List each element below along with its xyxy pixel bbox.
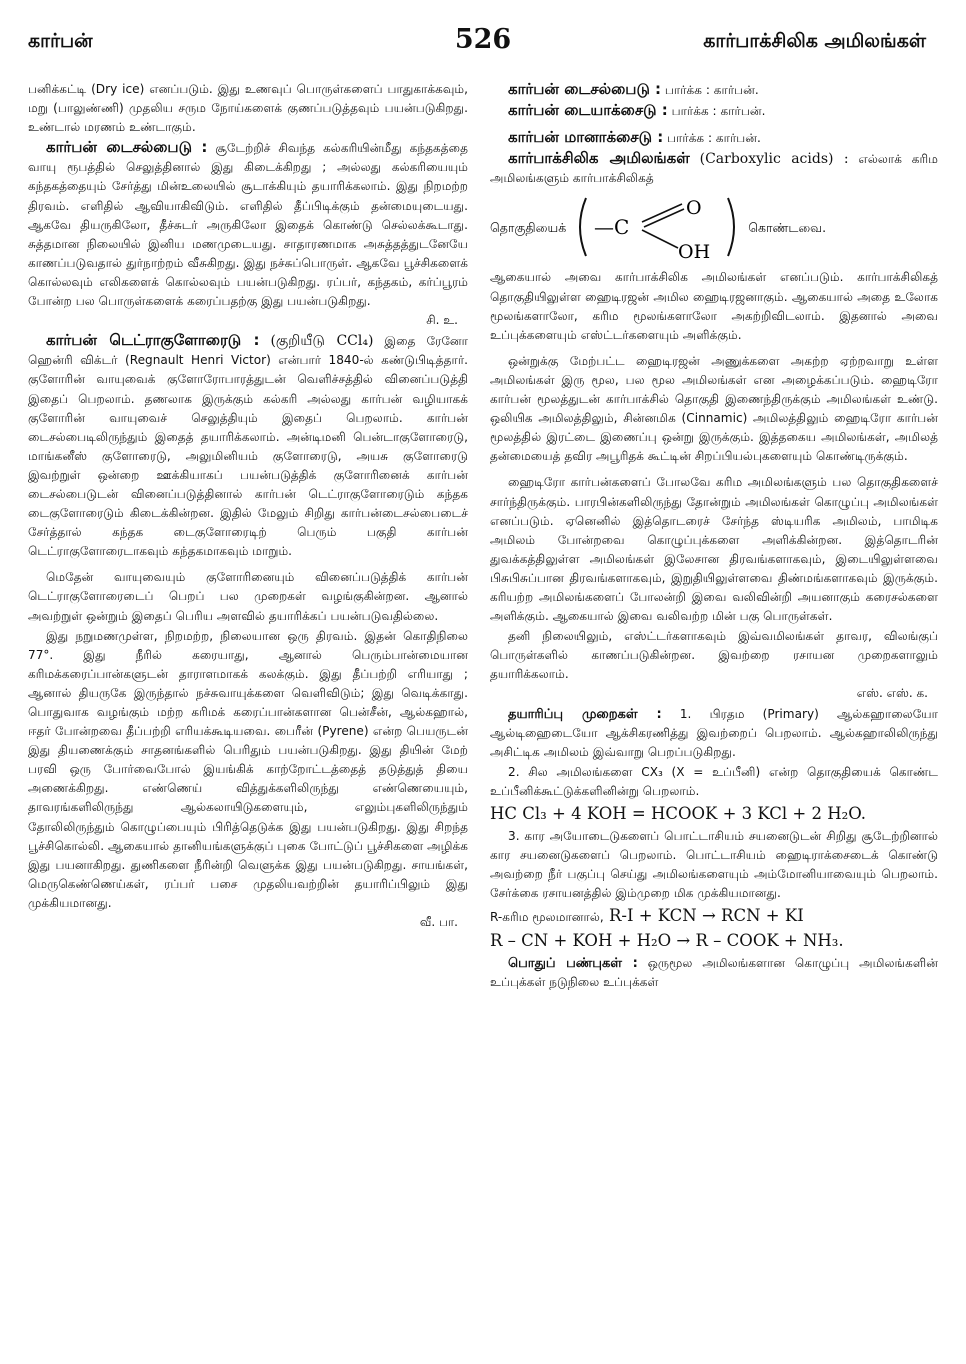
right-parenthesis — [728, 198, 734, 256]
paragraph — [28, 627, 468, 933]
section-heading: தயாரிப்பு முறைகள் : — [508, 706, 662, 722]
paragraph-body: தனி நிலையிலும், எஸ்ட்டர்களாகவும் இவ்வமிலங்கள் தாவர, விலங்குப் பொருள்களில் காணப்படுகின்றன. இவற்றை ரசாயன முறைகளாலும் தயாரிக்கலாம். — [490, 629, 938, 682]
general-properties — [490, 954, 938, 992]
running-header — [0, 24, 966, 64]
header-left-title: கார்பன் — [28, 30, 93, 52]
paragraph: மெதேன் வாயுவையும் குளோரினையும் வினைப்படுத்திக் கார்பன் டெட்ராகுளோரைடைப் பெறப் பல முறைகள் வழங்குகின்றன. ஆனால் அவற்றுள் ஒன்றும் இதைப் பெரிய அளவில் தயாரிக்கப் பயன்படுவதில்லை. — [28, 570, 468, 623]
method-2: 2. சில அமிலங்களை CX₃ (X = உப்பீனி) என்ற தொகுதியைக் கொண்ட உப்பீனிக்கூட்டுக்களினின்று பெறலாம். — [490, 764, 938, 798]
equation-cyanide: R-I + KCN → RCN + KI — [608, 906, 804, 926]
left-column — [28, 80, 468, 1350]
entry-body: சூடேற்றிச் சிவந்த கல்கரியின்மீது கந்தகத்தை வாயு ரூபத்தில் செலுத்தினால் இது கிடைக்கிறது ; அல்லது கல்கரியையும் கந்தகத்தையும் சேர்த்து மின்உலையில் சூடாக்கியும் தயாரிக்கலாம். இது நிறமற்ற திரவம். எளிதில் ஆவியாகிவிடும். எளிதில் தீப்பிடிக்கும் தன்மையுடையது. ஆகவே தியருகிலோ, தீச்சுடர் அருகிலோ இதைக் கொண்டு செல்லக்கூடாது. சுத்தமான நிலையில் இனிய மணமுடையது. சாதாரணமாக அசுத்தத்துடனேயே காணப்படுவதால் துர்நாற்றம் வீசுகிறது. இது நச்சுப்பொருள். ஆகவே பூச்சிகளைக் கொல்லவும் எலிகளைக் கொல்லவும் பயன்படுகிறது. ரப்பர், கந்தகம், கர்ப்பூரம் போன்ற பல பொருள்களைக் கரைப்பதற்கு இது பயன்படுகிறது. — [28, 141, 468, 309]
paragraph: ஹைடிரோ கார்பன்களைப் போலவே கரிம அமிலங்களும் பல தொகுதிகளைச் சார்ந்திருக்கும். பாரபின்களிலிருந்து தோன்றும் அமிலங்கள் கொழுப்பு அமிலங்கள் எனப்படும். ஏனெனில் இத்தொடரைச் சேர்ந்த ஸ்டியரிக அமிலம், பாமிடிக அமிலம் போன்றவை கொழுப்புக்களை அளிக்கின்றன. இத்தொடரின் துவக்கத்திலுள்ள அமிலங்கள் இலேசான திரவங்களாகவும், இடையிலுள்ளவை பிசுபிசுப்பான திரவங்களாகவும், இறுதியிலுள்ளவை திண்மங்களாகவும் இருக்கும். கரியற்ற அமிலங்களைப் போலன்றி இவை வலிவின்றி அயனாகும் கரைசல்களை அளிக்கும். ஆகையால் இவை வலிவற்ற மின் பகு பொருள்கள். — [490, 475, 938, 624]
page-number: 526 — [454, 24, 512, 55]
author-signature: சி. உ. — [426, 313, 458, 328]
latin-name: (Carboxylic acids) : — [699, 151, 849, 168]
section-heading: பொதுப் பண்புகள் : — [508, 956, 638, 972]
paragraph-body: இது நறுமணமுள்ள, நிறமற்ற, நிலையான ஒரு திரவம். இதன் கொதிநிலை 77°. இது நீரில் கரையாது, ஆனால் பெரும்பான்மையான கரிமக்கரைப்பான்களுடன் தாராளமாகக் கலக்கும். இது தீப்பற்றி எரியாது ; ஆனால் தியருகே இருந்தால் நச்சுவாயுக்களை வெளிவிடும்; இது வெடிக்காது. பொதுவாக வழங்கும் மற்ற கரிமக் கரைப்பான்களான பென்சீன், ஆல்கஹால், ஈதர் போன்றவை தீப்பற்றி எரியக்கூடியவை. பைரீன் (Pyrene) என்ற பெயருடன் இது தியணைக்கும் சாதனங்களில் பெரிதும் பயன்படுகிறது. இது தியின் மேற் பரவி ஒரு போர்வைபோல் இயங்கிக் காற்றோட்டத்தைத் தடுத்துத் தியை அணைக்கிறது. எண்ணெய் வித்துக்களிலிருந்து எண்ணெயையும், தாவரங்களிலிருந்து ஆல்கலாயிடுகளையும், எலும்புகளிலிருந்தும் தோலிலிருந்தும் கொழுப்பையும் பிரித்தெடுக்க இது பயன்படுகிறது. இது சிறந்த பூச்சிகொல்லி. ஆகையால் தானியங்களுக்குப் புகை போட்டுப் பூச்சிகளை அழிக்க இது பயனாகிறது. துணிகளை நீரின்றி வெளுக்க இது பயன்படுகிறது. சாயங்கள், மெருகெண்ணெய்கள், ரப்பர் பசை முதலியவற்றின் தயாரிப்பிலும் இது முக்கியமானது. — [28, 628, 468, 910]
entry-carboxylic-acids — [490, 149, 938, 188]
single-bond — [642, 230, 678, 248]
equation-line — [490, 905, 938, 928]
xref-text: பார்க்க : கார்பன். — [671, 104, 766, 119]
entry-body: எல்லாக் கரிம அமிலங்களும் கார்பாக்சிலிகத் — [490, 152, 938, 186]
preparation-methods — [490, 705, 938, 762]
structure-suffix-text: கொண்டவை. — [748, 219, 827, 235]
carboxyl-group-diagram — [572, 192, 742, 262]
carboxyl-structure-line — [490, 192, 938, 262]
entry-heading: கார்பன் டைசல்பைடு : — [46, 138, 208, 157]
author-signature: எஸ். எஸ். க. — [856, 686, 928, 701]
paragraph: ஒன்றுக்கு மேற்பட்ட ஹைடிரஜன் அணுக்களை அகற்ற ஏற்றவாறு உள்ள அமிலங்கள் இரு மூல, பல மூல அமிலங்கள் என அழைக்கப்படும். ஹைடிரோ கார்பன் மூலத்துடன் கார்பாக்சில் தொகுதி இணைந்திருக்கும் அமிலங்கள் உண்டு. ஒலியிக அமிலத்திலும், சின்னமிக (Cinnamic) அமிலத்திலும் ஹைடிரோ கார்பன் மூலத்தில் இரட்டை இணைப்பு ஒன்று இருக்கும். இத்தகைய அமிலங்கள், அமிலத் தன்மையைத் தவிர அபூரிதக் கூட்டின் சிறப்பியல்புகளையும் கொண்டிருக்கும். — [490, 353, 938, 464]
cross-reference — [490, 101, 938, 121]
paragraph: பனிக்கட்டி (Dry ice) எனப்படும். இது உணவுப் பொருள்களைப் பாதுகாக்கவும், மறு (பாலுண்ணி) முதலிய சரும நோய்களைக் குணப்படுத்தவும் பயன்படுகிறது. உண்டால் மரணம் உண்டாகும். — [28, 82, 468, 135]
entry-heading: கார்பன் டெட்ராகுளோரைடு : — [46, 331, 260, 350]
chemical-formula: (குறியீடு CCl₄) — [270, 333, 374, 350]
entry-body: இதை ரேனோ ஹென்ரி விக்டர் (Regnault Henri Victor) என்பார் 1840-ல் கண்டுபிடித்தார். குளோரின் வாயுவைக் குளோரோபாரத்துடன் வெளிச்சத்தில் வினைப்படுத்தி இதைப் பெறலாம். தணலாக இருக்கும் கல்கரி அல்லது கார்பன் வழியாகக் குளோரின் வாயுவைச் செலுத்தியும் இதைப் பெறலாம். கார்பன் டைசல்பைடிலிருந்தும் இதைத் தயாரிக்கலாம். அன்டிமனி பென்டாகுளோரைடு, மாங்கனீஸ் குளோரைடு, அலுமினியம் குளோரைடு, அயசு குளோரைடு இவற்றுள் ஒன்றை ஊக்கியாகப் பயன்படுத்திக் குளோரினைக் கார்பன் டைசல்பைடுடன் வினைப்படுத்தினால் கார்பன் டெட்ராகுளோரைடும் கந்தக டைகுளோரைடும் கிடைக்கின்றன. இதில் மேலும் சிறிது கார்பன்டைசல்பைடைச் சேர்த்தால் கந்தக டைகுளோரைடிற் பெரும் பகுதி கார்பன் டெட்ராகுளோரைடாகவும் கந்தகமாகவும் மாறும். — [28, 334, 468, 559]
equation-chloroform: HC Cl₃ + 4 KOH = HCOOK + 3 KCl + 2 H₂O. — [490, 804, 867, 823]
entry-heading: கார்பன் டைசல்பைடு : — [508, 80, 662, 98]
entry-heading: கார்பாக்சிலிக அமிலங்கள் — [508, 149, 690, 168]
xref-text: பார்க்க : கார்பன். — [667, 131, 761, 146]
left-parenthesis — [580, 198, 586, 256]
hydroxyl-label: OH — [678, 241, 711, 263]
header-right-title: கார்பாக்சிலிக அமிலங்கள் — [703, 30, 926, 52]
paragraph: ஆகையால் அவை கார்பாக்சிலிக அமிலங்கள் எனப்படும். கார்பாக்சிலிகத் தொகுதியிலுள்ள ஹைடிரஜன் அமில ஹைடிரஜனாகும். ஆகையால் அதை உலோக மூலங்களாலோ, கரிம மூலங்களாலோ அகற்றிவிடலாம். இதனால் அவை உப்புக்களையும் எஸ்ட்டர்களையும் அளிக்கும். — [490, 270, 938, 342]
section-body: ஒருமூல அமிலங்களான கொழுப்பு அமிலங்களின் உப்புக்கள் நடுநிலை உப்புக்கள் — [490, 956, 938, 990]
equation-hydrolysis: R – CN + KOH + H₂O → R – COOK + NH₃. — [490, 931, 844, 951]
right-column — [490, 80, 938, 1350]
entry-heading: கார்பன் டையாக்சைடு : — [508, 101, 668, 120]
equation-prefix: R-கரிம மூலமானால், — [490, 910, 604, 925]
oxygen-label: O — [686, 197, 702, 220]
entry-heading: கார்பன் மானாக்சைடு : — [508, 128, 664, 147]
entry-carbon-tetrachloride — [28, 331, 468, 561]
cross-reference — [490, 80, 938, 100]
paragraph — [490, 627, 938, 703]
carbon-label: —C — [594, 215, 630, 240]
structure-prefix-text: தொகுதியைக் — [490, 219, 567, 235]
method-1: 1. பிரதம (Primary) ஆல்கஹாலையோ ஆல்டிஹைடையோ ஆக்சிகரணித்து இவற்றைப் பெறலாம். ஆல்கஹாலிலிருந்து அசிட்டிக அமிலம் இவ்வாறு பெறப்படுகிறது. — [490, 706, 938, 759]
xref-text: பார்க்க : கார்பன். — [664, 83, 759, 97]
cross-reference — [490, 128, 938, 148]
method-3: 3. கார அயோடைடுகளைப் பொட்டாசியம் சயனைடுடன் சிறிது சூடேற்றினால் கார சயனைடுகளைப் பெறலாம். பொட்டாசியம் ஹைடிராக்சைடைக் கொண்டு அவற்றை நீர் பகுப்பு செய்து அமிலங்களையும் அம்மோனியாவையும் பெறலாம். சேர்க்கை ரசாயனத்தில் இம்முறை மிக முக்கியமானது. — [490, 829, 938, 901]
entry-carbon-disulfide — [28, 138, 468, 330]
author-signature: வீ. பா. — [419, 915, 458, 930]
